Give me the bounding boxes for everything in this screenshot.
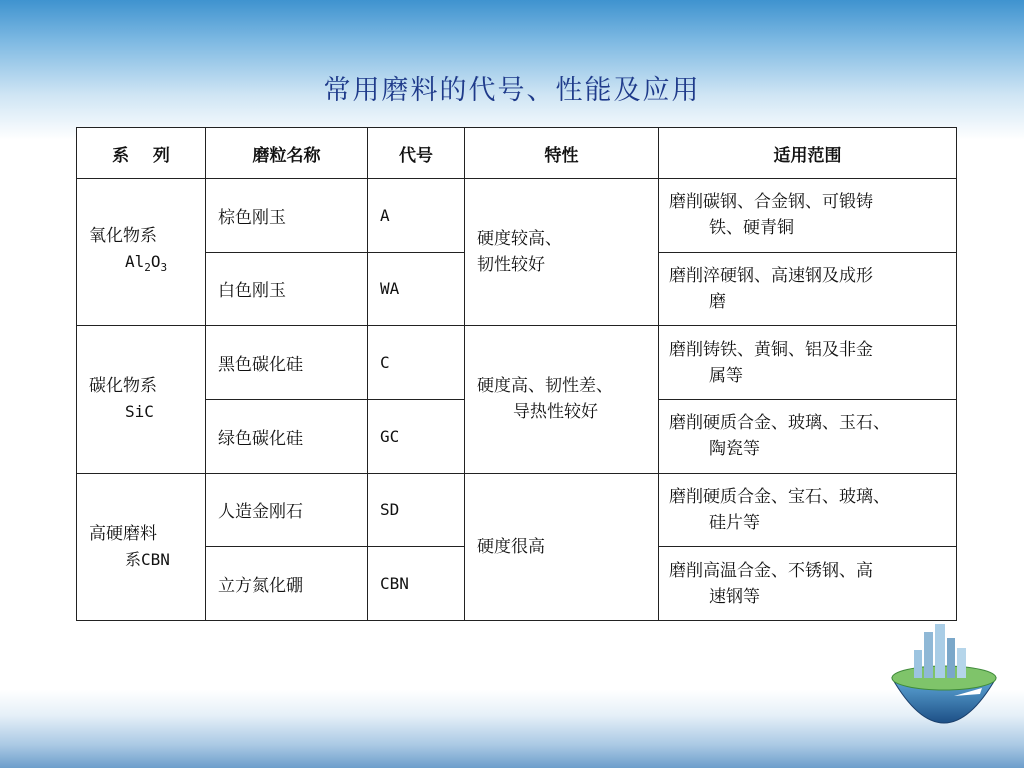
header-series: 系 列 xyxy=(77,128,206,179)
application-line: 磨削高温合金、不锈钢、高 xyxy=(669,560,873,581)
application-cell xyxy=(659,399,957,473)
header-code: 代号 xyxy=(368,128,465,179)
feature-line: 硬度很高 xyxy=(477,536,545,557)
grain-code: WA xyxy=(368,252,465,326)
grain-code: CBN xyxy=(368,547,465,621)
header-application: 适用范围 xyxy=(659,128,957,179)
abrasives-table xyxy=(76,127,957,621)
application-line: 磨削硬质合金、玻璃、玉石、 xyxy=(669,413,890,434)
header-feature: 特性 xyxy=(465,128,659,179)
application-line: 速钢等 xyxy=(709,586,760,607)
header-grain-name: 磨粒名称 xyxy=(206,128,368,179)
application-cell xyxy=(659,473,957,547)
city-globe-illustration xyxy=(884,618,1004,758)
application-cell xyxy=(659,547,957,621)
feature-cell xyxy=(465,179,659,326)
application-line: 陶瓷等 xyxy=(709,439,760,460)
feature-cell xyxy=(465,326,659,473)
series-formula: 系CBN xyxy=(125,549,170,569)
application-line: 硅片等 xyxy=(709,512,760,533)
grain-code: C xyxy=(368,326,465,400)
series-name: 碳化物系 xyxy=(89,376,157,397)
feature-line: 导热性较好 xyxy=(513,402,598,423)
series-name: 高硬磨料 xyxy=(89,523,157,544)
table-row xyxy=(77,326,957,400)
application-line: 磨削淬硬钢、高速钢及成形 xyxy=(669,265,873,286)
table-row xyxy=(77,179,957,253)
series-formula: $Al_2O_3$ xyxy=(125,252,168,275)
series-cell xyxy=(77,473,206,620)
grain-code: SD xyxy=(368,473,465,547)
series-cell xyxy=(77,179,206,326)
page-title: 常用磨料的代号、性能及应用 xyxy=(323,75,701,106)
feature-cell xyxy=(465,473,659,620)
grain-name: 绿色碳化硅 xyxy=(206,399,368,473)
grain-code: A xyxy=(368,179,465,253)
grain-name: 黑色碳化硅 xyxy=(206,326,368,400)
header-row xyxy=(77,128,957,179)
application-cell xyxy=(659,252,957,326)
grain-name: 白色刚玉 xyxy=(206,252,368,326)
application-cell xyxy=(659,326,957,400)
application-line: 磨 xyxy=(709,291,726,312)
grain-code: GC xyxy=(368,399,465,473)
application-line: 磨削碳钢、合金钢、可锻铸 xyxy=(669,192,873,213)
series-cell xyxy=(77,326,206,473)
application-line: 铁、硬青铜 xyxy=(709,218,794,239)
application-line: 磨削铸铁、黄铜、铝及非金 xyxy=(669,339,873,360)
application-line: 属等 xyxy=(709,365,743,386)
series-formula: SiC xyxy=(125,402,154,422)
application-line: 磨削硬质合金、宝石、玻璃、 xyxy=(669,486,890,507)
application-cell xyxy=(659,179,957,253)
grain-name: 立方氮化硼 xyxy=(206,547,368,621)
feature-line: 硬度高、韧性差、 xyxy=(477,376,613,397)
grain-name: 棕色刚玉 xyxy=(206,179,368,253)
series-name: 氧化物系 xyxy=(89,226,157,247)
feature-line: 硬度较高、 xyxy=(477,229,562,250)
table-row xyxy=(77,473,957,547)
feature-line: 韧性较好 xyxy=(477,255,545,276)
grain-name: 人造金刚石 xyxy=(206,473,368,547)
